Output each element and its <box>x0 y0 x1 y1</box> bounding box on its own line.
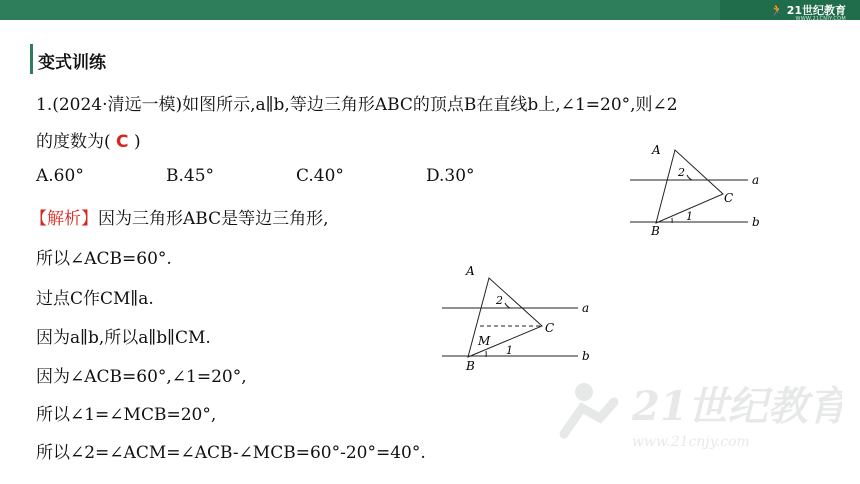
label-line-b: b <box>752 215 760 229</box>
question-line-1: 1.(2024·清远一模)如图所示,a∥b,等边三角形ABC的顶点B在直线b上,∠1=20°,则∠2 <box>36 95 678 115</box>
runner-logo-icon: 🏃 <box>769 3 784 17</box>
angle-2-arc <box>687 175 692 180</box>
label-line-a: a <box>752 173 760 187</box>
solution-line-2: 所以∠ACB=60°. <box>36 249 172 269</box>
question-close-paren: ) <box>133 132 141 152</box>
section-accent-bar <box>30 44 33 74</box>
angle-2-arc <box>505 303 510 308</box>
watermark-runner-icon <box>552 374 842 454</box>
watermark-url: www.21cnjy.com <box>632 434 750 450</box>
label-a-point: A <box>466 264 475 278</box>
label-angle-2: 2 <box>678 166 685 179</box>
solution-line-5: 因为∠ACB=60°,∠1=20°, <box>36 367 247 387</box>
label-c-point: C <box>545 321 555 335</box>
label-c-point: C <box>724 191 734 205</box>
label-m-point: M <box>478 334 491 348</box>
label-angle-1: 1 <box>506 344 513 357</box>
figure-1 <box>620 135 770 245</box>
label-b-point: B <box>466 359 475 373</box>
solution-line-6: 所以∠1=∠MCB=20°, <box>36 405 217 425</box>
label-a-point: A <box>652 143 661 157</box>
brand-logo-url: WWW.21CNJY.COM <box>795 16 846 22</box>
label-b-point: B <box>651 224 660 238</box>
top-banner <box>0 0 860 20</box>
solution-line-1 <box>30 204 329 229</box>
answer-mark: C <box>116 132 129 152</box>
brand-logo <box>769 2 846 22</box>
option-d: D.30° <box>426 166 475 186</box>
solution-line-4: 因为a∥b,所以a∥b∥CM. <box>36 328 211 348</box>
label-line-b: b <box>582 349 590 363</box>
option-a: A.60° <box>36 166 84 186</box>
question-line-2 <box>36 127 141 152</box>
solution-line-7: 所以∠2=∠ACM=∠ACB-∠MCB=60°-20°=40°. <box>36 443 426 463</box>
option-c: C.40° <box>296 166 344 186</box>
watermark-logo <box>552 374 842 454</box>
label-angle-2: 2 <box>496 294 503 307</box>
brand-logo-text: 21世纪教育 <box>786 4 846 17</box>
solution-text-1: 因为三角形ABC是等边三角形, <box>98 209 329 229</box>
label-angle-1: 1 <box>686 210 693 223</box>
solution-line-3: 过点C作CM∥a. <box>36 289 154 309</box>
label-line-a: a <box>582 301 590 315</box>
watermark-text: 21世纪教育 <box>632 383 842 430</box>
section-title: 变式训练 <box>38 53 106 73</box>
figure-2 <box>438 262 608 374</box>
option-b: B.45° <box>166 166 215 186</box>
solution-label: 【解析】 <box>30 209 98 229</box>
question-prompt: 的度数为( <box>36 132 111 152</box>
